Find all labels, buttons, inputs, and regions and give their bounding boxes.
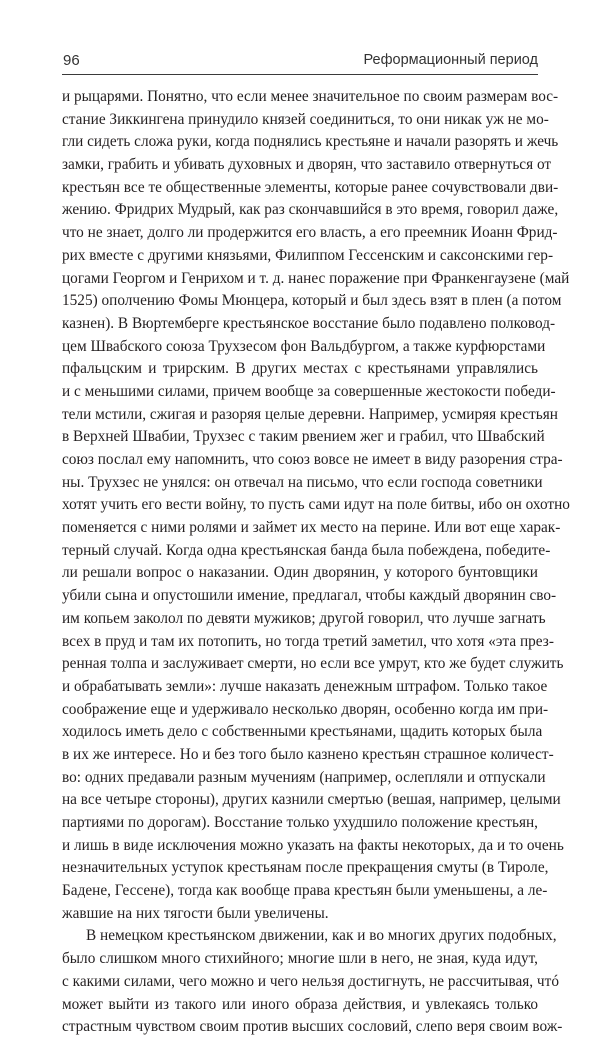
body-text: [62, 86, 570, 1039]
text-line: было слишком много стихийного; многие шли в него, не зная, куда идут,: [62, 950, 538, 968]
text-line: ходилось иметь дело с собственными крестьянами, щадить которых была: [62, 723, 543, 741]
text-line: гли сидеть сложа руки, когда поднялись крестьяне и начали разорять и жечь: [62, 133, 559, 151]
text-line: цем Швабского союза Трухзесом фон Вальдбургом, а также курфюрстами: [62, 337, 546, 355]
text-line: ренная толпа и заслуживает смерти, но если все умрут, кто же будет служить: [62, 655, 564, 673]
text-line: ны. Трухзес не унялся: он отвечал на письмо, что если господа советники: [62, 473, 543, 491]
paragraph-last-line: жавшие на них тягости были увеличены.: [62, 904, 329, 922]
text-line: и с меньшими силами, причем вообще за совершенные жестокости победи-: [62, 382, 556, 400]
text-line: союз послал ему напомнить, что союз вовсе не имеет в виду разорения стра-: [62, 451, 563, 468]
text-line: тели мстили, сжигая и разоряя целые деревни. Например, усмиряя крестьян: [62, 405, 558, 423]
text-line: убили сына и опустошили имение, предлагал, чтобы каждый дворянин сво-: [62, 587, 557, 605]
text-line: что не знает, долго ли продержится его власть, а его преемник Иоанн Фрид-: [62, 224, 558, 242]
text-line: соображение еще и удерживало несколько дворян, особенно когда им при-: [62, 700, 549, 718]
text-line: Бадене, Гессене), тогда как вообще права крестьян были уменьшены, а ле-: [62, 882, 548, 900]
text-line: незначительных уступок крестьянам после прекращения смуты (в Тироле,: [62, 859, 549, 877]
text-line: стание Зиккингена принудило князей соединиться, то они никак уж не мо-: [62, 110, 549, 128]
text-line: цогами Георгом и Генрихом и т. д. нанес поражение при Франкенгаузене (май: [62, 269, 570, 287]
text-line: в Верхней Швабии, Трухзес с таким рвением жег и грабил, что Швабский: [62, 428, 545, 446]
text-line: казнен). В Вюртемберге крестьянское восстание было подавлено полковод-: [62, 314, 556, 332]
text-line: и обрабатывать земли»: лучше наказать денежным штрафом. Только такое: [62, 677, 548, 695]
paragraph-first-line: В немецком крестьянском движении, как и во многих других подобных,: [86, 927, 557, 945]
text-line: всех в пруд и там их потопить, но тогда третий заметил, что хотя «эта през-: [62, 632, 554, 650]
text-line: 1525) ополчению Фомы Мюнцера, который и был здесь взят в плен (а потом: [62, 292, 562, 310]
text-line: ли решали вопрос о наказании. Один дворянин, у которого бунтовщики: [62, 564, 538, 582]
text-line: партиями по дорогам). Восстание только ухудшило положение крестьян,: [62, 814, 538, 831]
text-line: и рыцарями. Понятно, что если менее значительное по своим размерам вос-: [62, 88, 559, 105]
page-number: 96: [63, 52, 80, 69]
text-line: им копьем заколол по девяти мужиков; другой говорил, что лучше загнать: [62, 609, 546, 627]
text-line: во: одних предавали разным мучениям (например, ослепляли и отпускали: [62, 768, 546, 786]
text-line: крестьян все те общественные элементы, которые ранее сочувствовали дви-: [62, 178, 559, 196]
text-line: с какими силами, чего можно и чего нельзя достигнуть, не рассчитывая, чтó: [62, 972, 559, 990]
text-line: и лишь в виде исключения можно указать на факты некоторых, да и то очень: [62, 836, 564, 854]
text-line: рих вместе с другими князьями, Филиппом Гессенским и саксонскими гер-: [62, 246, 554, 264]
text-line: может выйти из такого или иного образа действия, и увлекаясь только: [62, 995, 538, 1013]
text-line: пфальцским и трирским. В других местах с крестьянами управлялись: [62, 360, 538, 378]
text-line: хотят учить его вести войну, то пусть сами идут на поле битвы, ибо он охотно: [62, 496, 570, 514]
page-header: [62, 50, 538, 75]
text-line: замки, грабить и убивать духовных и дворян, что заставило отвернуться от: [62, 156, 552, 174]
text-line: страстным чувством своим против высших сословий, слепо веря своим вож-: [62, 1018, 563, 1036]
text-line: терный случай. Когда одна крестьянская банда была побеждена, победите-: [62, 541, 551, 559]
text-line: жению. Фридрих Мудрый, как раз скончавшийся в это время, говорил даже,: [62, 201, 559, 219]
text-line: поменяется с ними ролями и займет их место на перине. Или вот еще харак-: [62, 519, 561, 537]
text-line: на все четыре стороны), других казнили смертью (вешая, например, целыми: [62, 791, 561, 809]
text-line: в их же интересе. Но и без того было казнено крестьян страшное количест-: [62, 745, 554, 763]
running-title: Реформационный период: [363, 52, 538, 68]
